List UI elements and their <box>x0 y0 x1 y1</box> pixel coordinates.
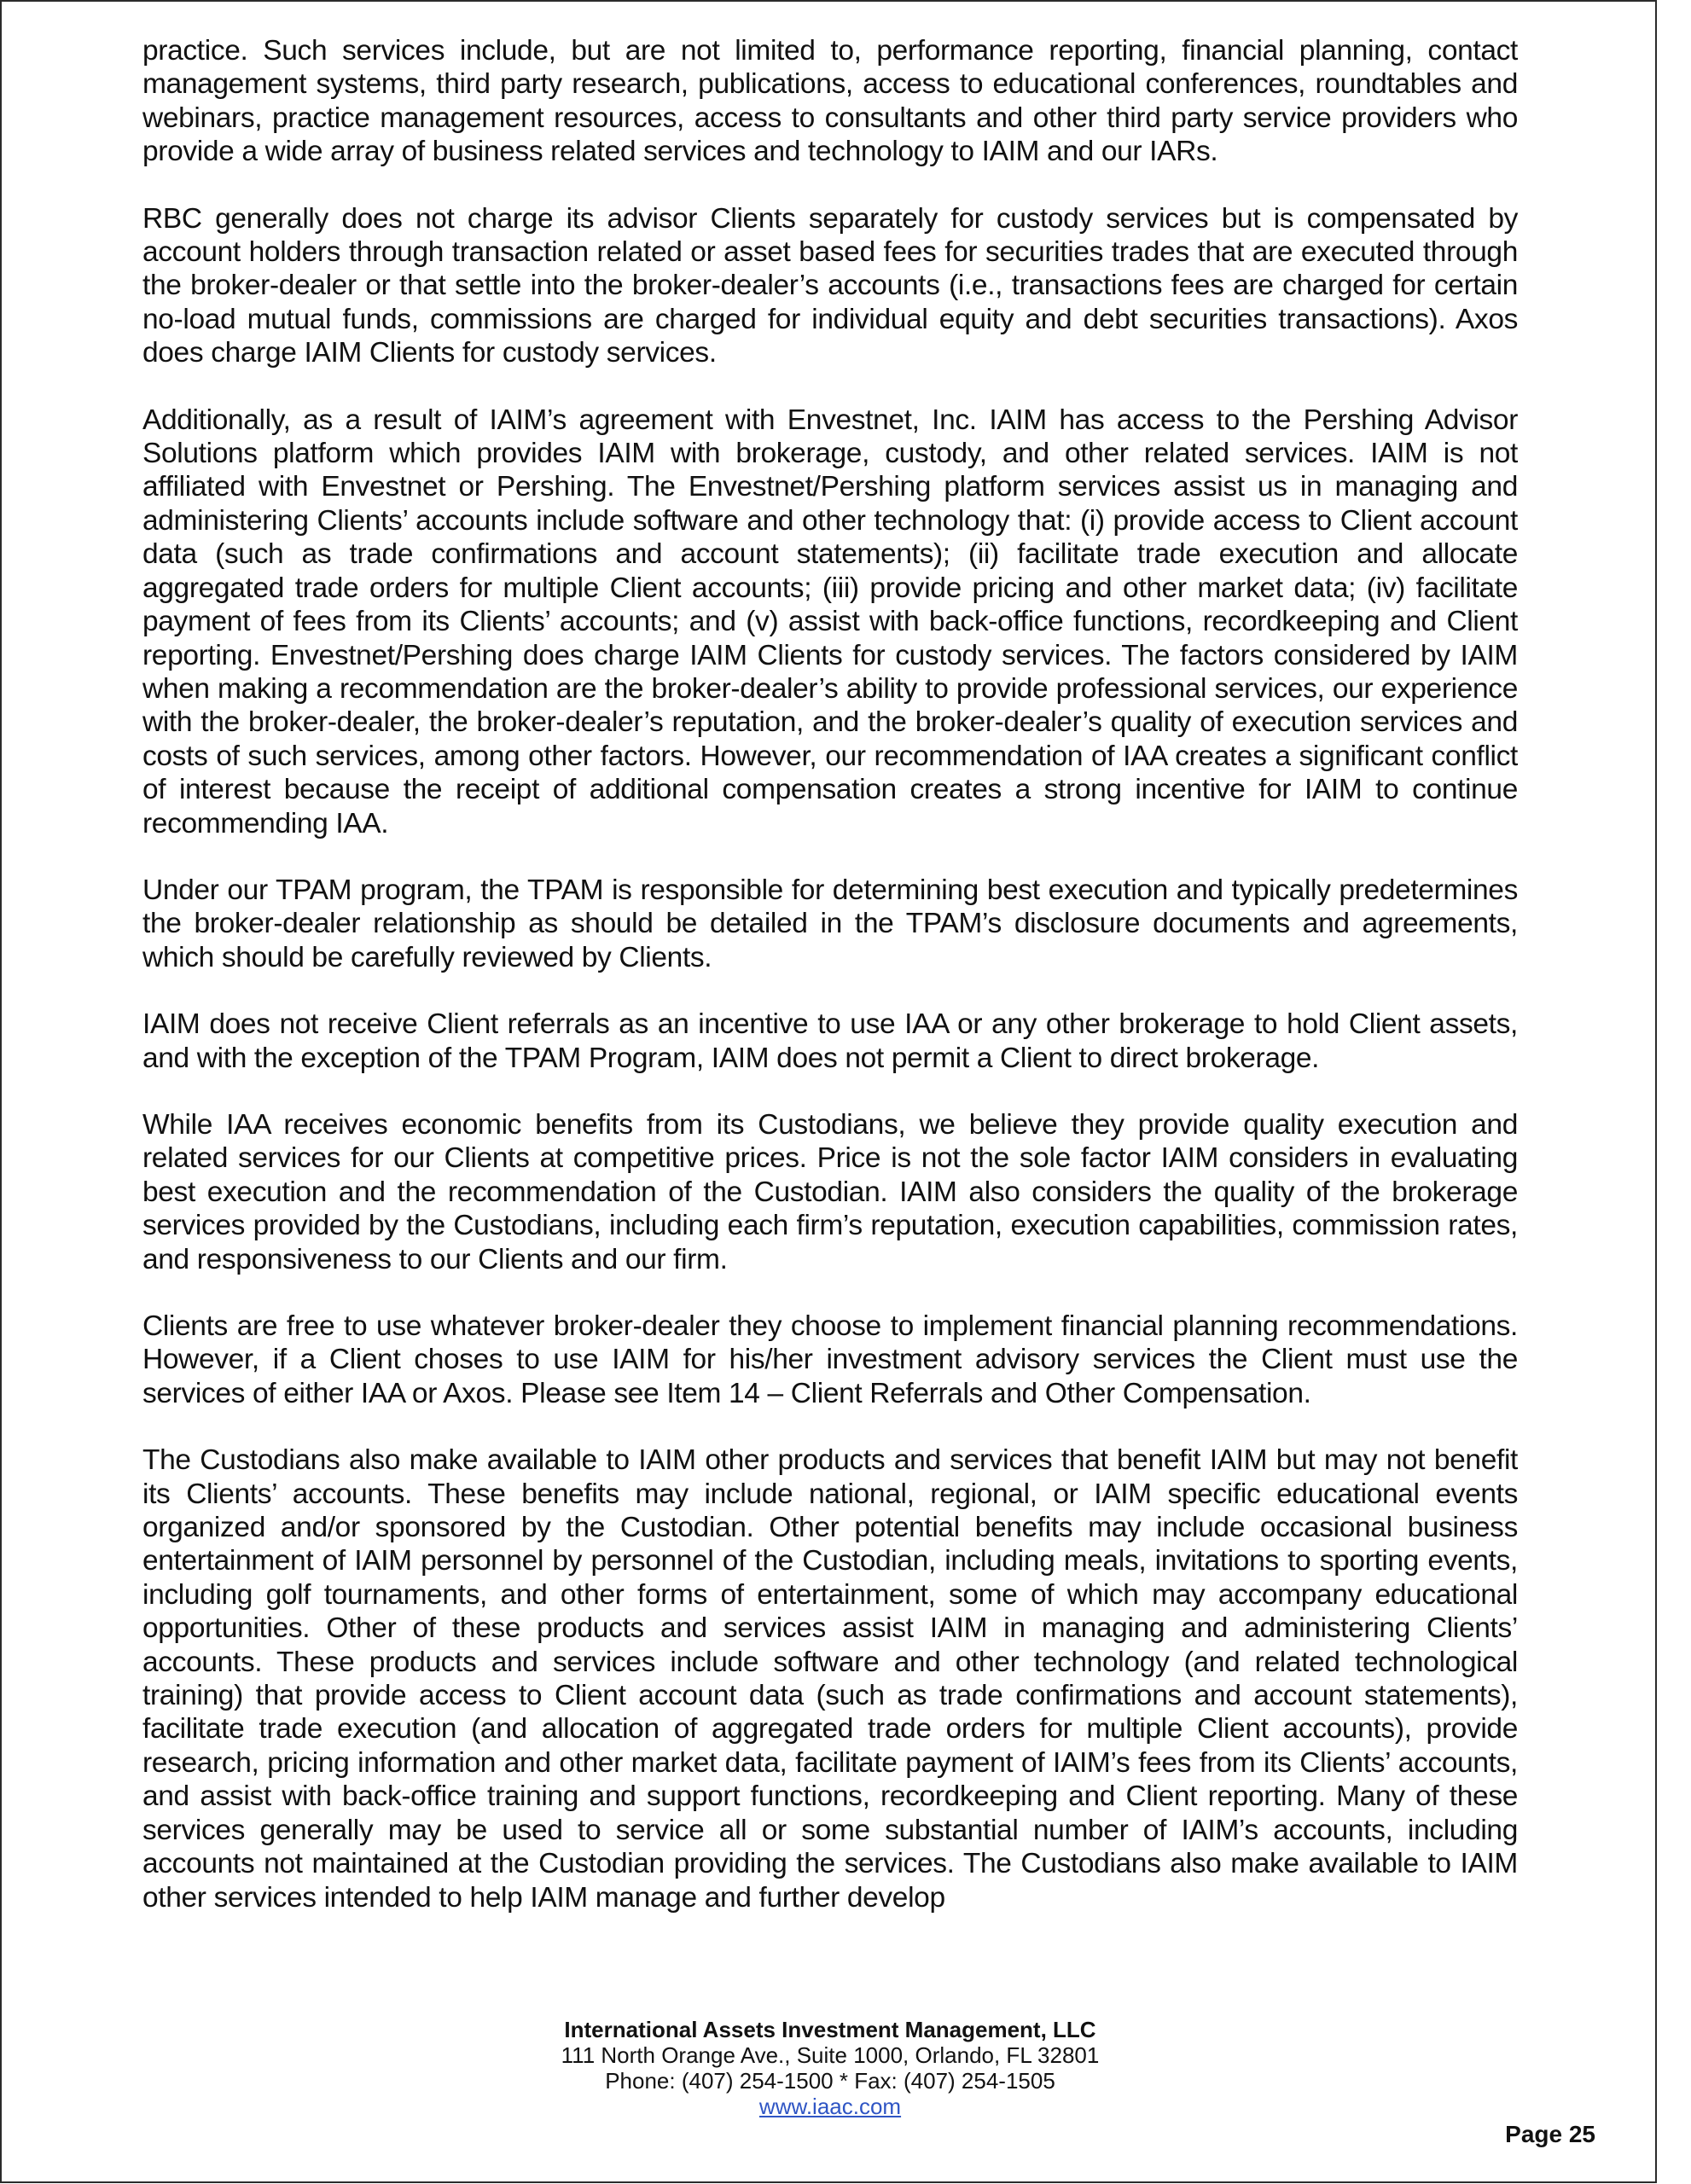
page-footer <box>2 2017 1659 2119</box>
footer-address: 111 North Orange Ave., Suite 1000, Orlando, FL 32801 <box>561 2042 1100 2068</box>
page-number: Page 25 <box>1505 2121 1595 2147</box>
paragraph-client-referrals: IAIM does not receive Client referrals as an incentive to use IAA or any other brokerage to hold Client assets, and with the exception of the TPAM Program, IAIM does not permit a Client to direct brokerage. <box>142 1008 1518 1074</box>
paragraph-tpam-program: Under our TPAM program, the TPAM is responsible for determining best execution and typically predetermines the broker-dealer relationship as should be detailed in the TPAM’s disclosure documents and agreements, which should be carefully reviewed by Clients. <box>142 874 1518 973</box>
footer-contact: Phone: (407) 254-1500 * Fax: (407) 254-1505 <box>605 2068 1055 2094</box>
paragraph-services-continued: practice. Such services include, but are not limited to, performance reporting, financial planning, contact management systems, third party research, publications, access to educational conferences, roundtables and webinars, practice management resources, access to consultants and other third party service providers who provide a wide array of business related services and technology to IAIM and our IARs. <box>142 35 1518 168</box>
footer-website-link[interactable]: www.iaac.com <box>758 2094 902 2119</box>
paragraph-broker-dealer-choice: Clients are free to use whatever broker-dealer they choose to implement financial planning recommendations. However, if a Client choses to use IAIM for his/her investment advisory services the Client must use the services of either IAA or Axos. Please see Item 14 – Client Referrals and Other Compensation. <box>142 1310 1518 1409</box>
paragraph-custodian-products: The Custodians also make available to IAIM other products and services that benefit IAIM but may not benefit its Clients’ accounts. These benefits may include national, regional, or IAIM specific educational events organized and/or sponsored by the Custodian. Other potential benefits may include occasional business entertainment of IAIM personnel by personnel of the Custodian, including meals, invitations to sporting events, including golf tournaments, and other forms of entertainment, some of which may accompany educational opportunities. Other of these products and services assist IAIM in managing and administering Clients’ accounts. These products and services include software and other technology (and related technological training) that provide access to Client account data (such as trade confirmations and account statements), facilitate trade execution (and allocation of aggregated trade orders for multiple Client accounts), provide research, pricing information and other market data, facilitate payment of IAIM’s fees from its Clients’ accounts, and assist with back-office training and support functions, recordkeeping and Client reporting. Many of these services generally may be used to service all or some substantial number of IAIM’s accounts, including accounts not maintained at the Custodian providing the services. The Custodians also make available to IAIM other services intended to help IAIM manage and further develop <box>142 1444 1518 1914</box>
paragraph-envestnet-pershing: Additionally, as a result of IAIM’s agreement with Envestnet, Inc. IAIM has access to the Pershing Advisor Solutions platform which provides IAIM with brokerage, custody, and other related services. IAIM is not affiliated with Envestnet or Pershing. The Envestnet/Pershing platform services assist us in managing and administering Clients’ accounts include software and other technology that: (i) provide access to Client account data (such as trade confirmations and account statements); (ii) facilitate trade execution and allocate aggregated trade orders for multiple Client accounts; (iii) provide pricing and other market data; (iv) facilitate payment of fees from its Clients’ accounts; and (v) assist with back-office functions, recordkeeping and Client reporting. Envestnet/Pershing does charge IAIM Clients for custody services. The factors considered by IAIM when making a recommendation are the broker-dealer’s ability to provide professional services, our experience with the broker-dealer, the broker-dealer’s reputation, and the broker-dealer’s quality of execution services and costs of such services, among other factors. However, our recommendation of IAA creates a significant conflict of interest because the receipt of additional compensation creates a strong incentive for IAIM to continue recommending IAA. <box>142 404 1518 839</box>
document-body <box>142 34 1518 1914</box>
footer-company-name: International Assets Investment Management, LLC <box>564 2017 1096 2042</box>
paragraph-economic-benefits: While IAA receives economic benefits from its Custodians, we believe they provide quality execution and related services for our Clients at competitive prices. Price is not the sole factor IAIM considers in evaluating best execution and the recommendation of the Custodian. IAIM also considers the quality of the brokerage services provided by the Custodians, including each firm’s reputation, execution capabilities, commission rates, and responsiveness to our Clients and our firm. <box>142 1108 1518 1275</box>
paragraph-rbc-custody: RBC generally does not charge its advisor Clients separately for custody services but is compensated by account holders through transaction related or asset based fees for securities trades that are executed through the broker-dealer or that settle into the broker-dealer’s accounts (i.e., transactions fees are charged for certain no-load mutual funds, commissions are charged for individual equity and debt securities transactions). Axos does charge IAIM Clients for custody services. <box>142 202 1518 369</box>
